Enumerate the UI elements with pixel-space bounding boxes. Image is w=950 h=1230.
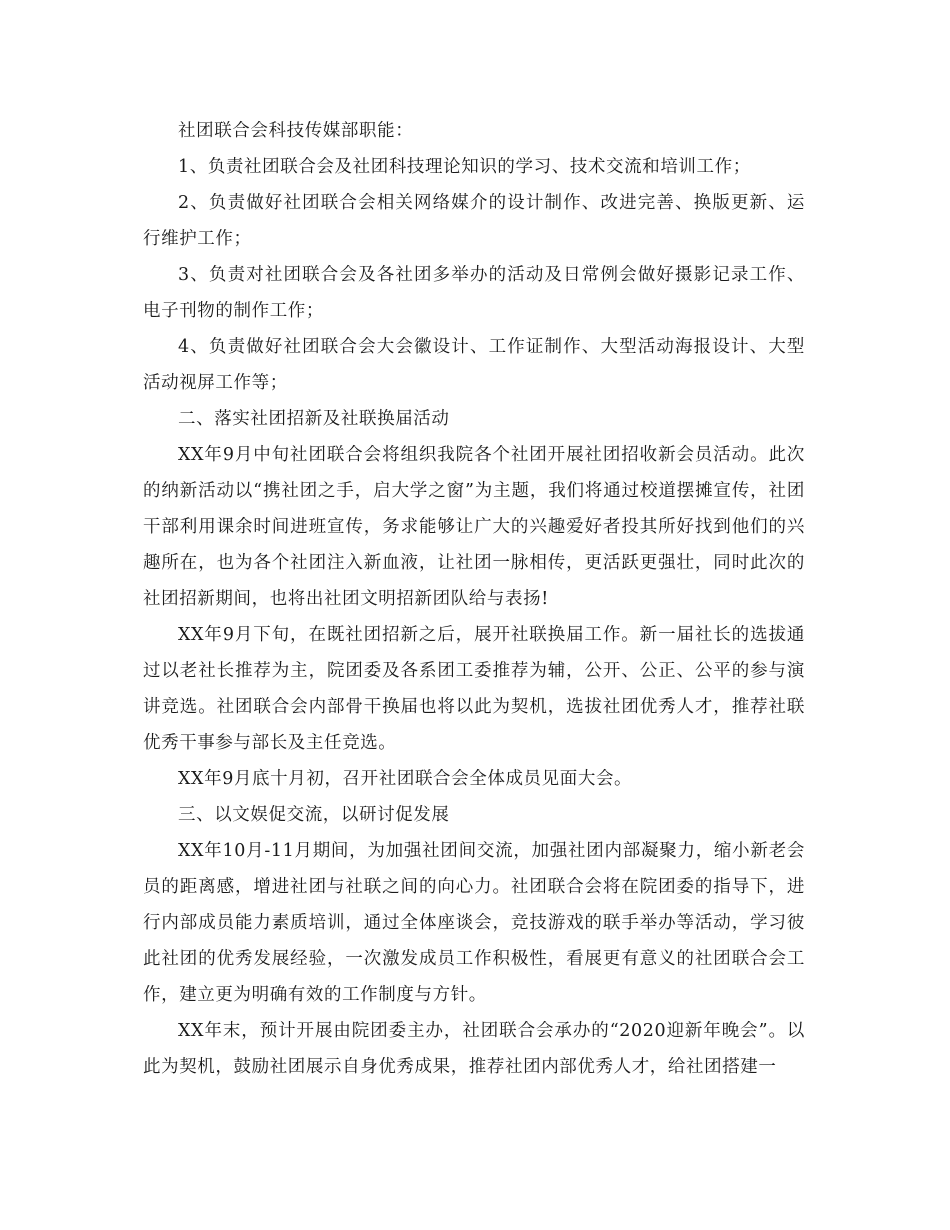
paragraph-meeting: XX年9月底十月初，召开社团联合会全体成员见面大会。 [178, 769, 633, 789]
paragraph-exchange: XX年10月-11月期间，为加强社团间交流，加强社团内部凝聚力，缩小新老会员的距离感，增进社团与社联之间的向心力。社团联合会将在院团委的指导下，进行内部成员能力素质培训，通过全体座谈会，竞技游戏的联手举办等活动，学习彼此社团的优秀发展经验，一次激发成员工作积极性，看展更有意义的社团联合会工作，建立更为明确有效的工作制度与方针。 [143, 841, 805, 1005]
section-heading-3: 三、以文娱促交流，以研讨促发展 [178, 805, 450, 825]
section-heading-2: 二、落实社团招新及社联换届活动 [178, 409, 450, 429]
paragraph-recruitment: XX年9月中旬社团联合会将组织我院各个社团开展社团招收新会员活动。此次的纳新活动以“携社团之手，启大学之窗”为主题，我们将通过校道摆摊宣传，社团干部利用课余时间进班宣传，务求能够让广大的兴趣爱好者投其所好找到他们的兴趣所在，也为各个社团注入新血液，让社团一脉相传，更活跃更强壮，同时此次的社团招新期间，也将出社团文明招新团队给与表扬! [143, 445, 805, 609]
document-body [143, 113, 805, 1085]
paragraph-election: XX年9月下旬，在既社团招新之后，展开社联换届工作。新一届社长的选拔通过以老社长推荐为主，院团委及各系团工委推荐为辅，公开、公正、公平的参与演讲竞选。社团联合会内部骨干换届也将以此为契机，选拔社团优秀人才，推荐社联优秀干事参与部长及主任竞选。 [143, 625, 805, 753]
paragraph-heading-tech-media-duties: 社团联合会科技传媒部职能： [178, 121, 414, 141]
paragraph-new-year-gala: XX年末，预计开展由院团委主办，社团联合会承办的“2020迎新年晚会”。以此为契机，鼓励社团展示自身优秀成果，推荐社团内部优秀人才，给社团搭建一 [143, 1021, 805, 1077]
paragraph-duty-2: 2、负责做好社团联合会相关网络媒介的设计制作、改进完善、换版更新、运行维护工作； [143, 193, 805, 249]
paragraph-duty-4: 4、负责做好社团联合会大会徽设计、工作证制作、大型活动海报设计、大型活动视屏工作等； [143, 337, 805, 393]
paragraph-duty-3: 3、负责对社团联合会及各社团多举办的活动及日常例会做好摄影记录工作、电子刊物的制作工作； [143, 265, 805, 321]
paragraph-duty-1: 1、负责社团联合会及社团科技理论知识的学习、技术交流和培训工作； [178, 157, 751, 177]
